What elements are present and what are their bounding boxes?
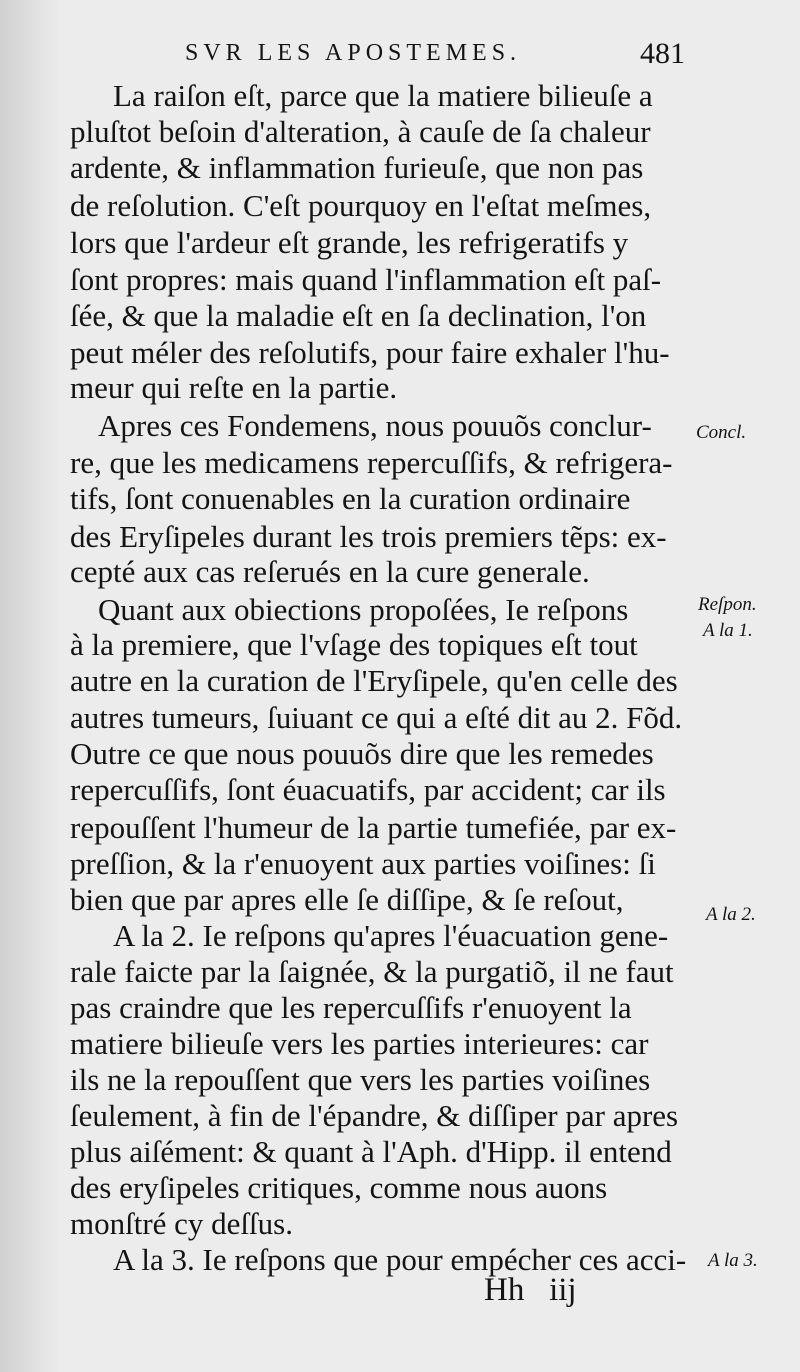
text-line: Apres ces Fondemens, nous pouuõs conclur- (98, 408, 652, 443)
margin-note-respon: Reſpon. (698, 594, 757, 615)
signature-mark: Hh iij (484, 1272, 577, 1308)
text-line: repercuſſifs, ſont éuacuatifs, par accident; car ils (70, 772, 666, 807)
margin-note-concl: Concl. (696, 422, 747, 443)
text-line: bien que par apres elle ſe diſſipe, & ſe reſout, (70, 882, 624, 917)
text-line: peut méler des reſolutifs, pour faire exhaler l'hu- (70, 335, 670, 370)
margin-note-a-la-2: A la 2. (706, 904, 756, 925)
text-line: monſtré cy deſſus. (70, 1206, 293, 1241)
text-line: à la premiere, que l'vſage des topiques eſt tout (70, 627, 638, 662)
text-line: matiere bilieuſe vers les parties interieures: car (70, 1026, 649, 1061)
text-line: plus aiſément: & quant à l'Aph. d'Hipp. il entend (70, 1134, 672, 1169)
text-line: cepté aux cas reſerués en la cure generale. (70, 554, 590, 589)
text-line: ils ne la repouſſent que vers les parties voiſines (70, 1062, 651, 1097)
text-line: A la 2. Ie reſpons qu'apres l'éuacuation gene- (113, 918, 669, 953)
text-line: re, que les medicamens repercuſſifs, & refrigera- (70, 445, 673, 480)
text-line: tifs, ſont conuenables en la curation ordinaire (70, 481, 631, 516)
running-title: SVR LES APOSTEMES. (185, 40, 522, 66)
text-line: de reſolution. C'eſt pourquoy en l'eſtat meſmes, (70, 188, 652, 223)
text-line: Outre ce que nous pouuõs dire que les remedes (70, 736, 654, 771)
text-line: repouſſent l'humeur de la partie tumefiée, par ex- (70, 810, 677, 845)
text-line: ardente, & inflammation furieuſe, que non pas (70, 150, 644, 185)
text-line: pluſtot beſoin d'alteration, à cauſe de ſa chaleur (70, 114, 651, 149)
text-line: pas craindre que les repercuſſifs r'enuoyent la (70, 990, 632, 1025)
text-line: ſont propres: mais quand l'inflammation eſt paſ- (70, 262, 662, 297)
text-line: autre en la curation de l'Eryſipele, qu'en celle des (70, 663, 678, 698)
text-line: preſſion, & la r'enuoyent aux parties voiſines: ſi (70, 846, 656, 881)
text-line: A la 3. Ie reſpons que pour empécher ces acci- (113, 1242, 687, 1277)
text-line: La raiſon eſt, parce que la matiere bilieuſe a (113, 78, 653, 113)
text-line: ſeulement, à fin de l'épandre, & diſſiper par apres (70, 1098, 679, 1133)
text-line: lors que l'ardeur eſt grande, les refrigeratifs y (70, 225, 629, 260)
text-line: ſée, & que la maladie eſt en ſa declination, l'on (70, 298, 647, 333)
text-line: autres tumeurs, ſuiuant ce qui a eſté dit au 2. Fõd. (70, 700, 683, 735)
text-line: Quant aux obiections propoſées, Ie reſpons (98, 592, 629, 627)
text-line: rale faicte par la ſaignée, & la purgatiõ, il ne faut (70, 954, 674, 989)
text-line: meur qui reſte en la partie. (70, 370, 398, 405)
margin-note-a-la-3: A la 3. (708, 1250, 758, 1271)
page-header (60, 37, 700, 80)
text-line: des eryſipeles critiques, comme nous auons (70, 1170, 608, 1205)
page-number: 481 (640, 37, 685, 70)
margin-note-a-la-1: A la 1. (703, 620, 753, 641)
text-line: des Eryſipeles durant les trois premiers tẽps: ex- (70, 519, 667, 554)
